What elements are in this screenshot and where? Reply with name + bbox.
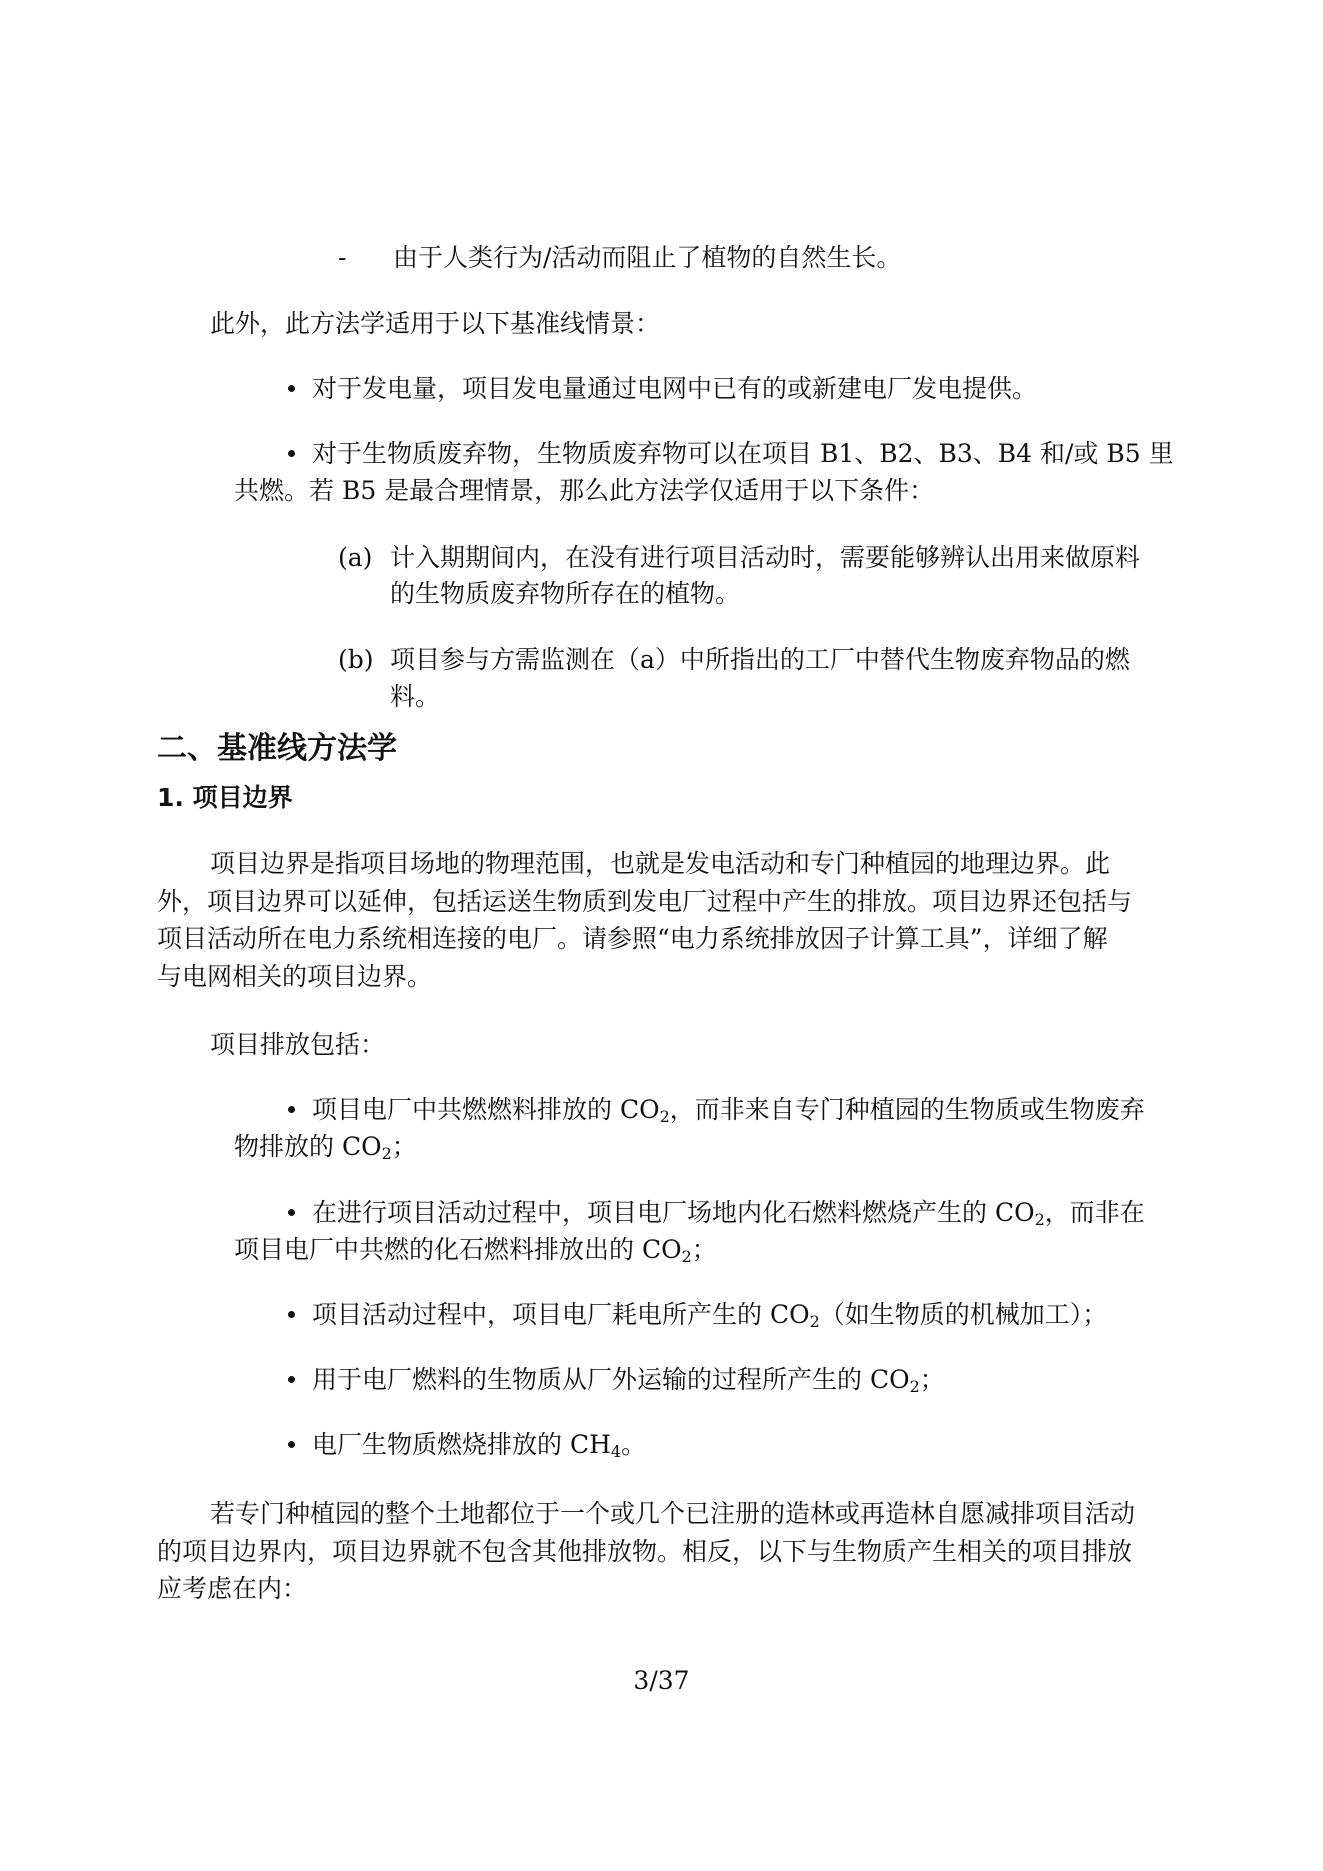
- condition-a-line2: 的生物质废弃物所存在的植物。: [390, 579, 741, 608]
- emission-item-2-line2: 项目电厂中共燃的化石燃料排放出的 $CO_2$；: [234, 1235, 717, 1266]
- bullet-marker: [288, 385, 295, 392]
- dash-item-text: 由于人类行为/活动而阻止了植物的自然生长。: [393, 243, 902, 272]
- subsection-heading: 1. 项目边界: [157, 783, 293, 812]
- emission-item-1-line2: 物排放的 $CO_2$；: [234, 1132, 417, 1163]
- bullet-marker: [288, 1209, 295, 1216]
- condition-b-line1: 项目参与方需监测在（a）中所指出的工厂中替代生物废弃物品的燃: [390, 645, 1130, 674]
- emission-item-2-line1: 在进行项目活动过程中，项目电厂场地内化石燃料燃烧产生的 $CO_2$，而非在: [312, 1198, 1145, 1229]
- emission-item-1-line1: 项目电厂中共燃燃料排放的 $CO_2$，而非来自专门种植园的生物质或生物废弃: [312, 1095, 1145, 1126]
- boundary-paragraph-line: 项目活动所在电力系统相连接的电厂。请参照“电力系统排放因子计算工具”，详细了解: [157, 924, 1108, 953]
- section-heading: 二、基准线方法学: [157, 731, 397, 766]
- emission-item-3: 项目活动过程中，项目电厂耗电所产生的 $CO_2$（如生物质的机械加工）；: [312, 1300, 1108, 1331]
- bullet-power-text: 对于发电量，项目发电量通过电网中已有的或新建电厂发电提供。: [312, 374, 1038, 403]
- boundary-paragraph-line: 外，项目边界可以延伸，包括运送生物质到发电厂过程中产生的排放。项目边界还包括与: [157, 887, 1133, 916]
- boundary-paragraph-line: 项目边界是指项目场地的物理范围，也就是发电活动和专门种植园的地理边界。此: [210, 849, 1111, 878]
- bullet-marker: [288, 1106, 295, 1113]
- dash-marker: -: [338, 243, 347, 272]
- condition-b-line2: 料。: [390, 682, 441, 711]
- bullet-marker: [288, 1376, 295, 1383]
- boundary-paragraph-line: 与电网相关的项目边界。: [157, 962, 433, 991]
- bullet-biomass-line2: 共燃。若 B5 是最合理情景，那么此方法学仅适用于以下条件：: [234, 476, 935, 505]
- emission-item-4: 用于电厂燃料的生物质从厂外运输的过程所产生的 $CO_2$；: [312, 1365, 945, 1396]
- bullet-biomass-line1: 对于生物质废弃物，生物质废弃物可以在项目 B1、B2、B3、B4 和/或 B5 里: [312, 439, 1174, 468]
- page-number: 3/37: [633, 1666, 690, 1695]
- condition-a-label: (a): [338, 543, 373, 572]
- plantation-paragraph-line: 若专门种植园的整个土地都位于一个或几个已注册的造林或再造林自愿减排项目活动: [210, 1499, 1136, 1528]
- plantation-paragraph-line: 应考虑在内：: [157, 1574, 308, 1603]
- bullet-marker: [288, 1311, 295, 1318]
- plantation-paragraph-line: 的项目边界内，项目边界就不包含其他排放物。相反，以下与生物质产生相关的项目排放: [157, 1537, 1133, 1566]
- condition-a-line1: 计入期期间内，在没有进行项目活动时，需要能够辨认出用来做原料: [390, 543, 1141, 572]
- emissions-intro-paragraph: 项目排放包括：: [210, 1030, 386, 1059]
- baseline-intro-paragraph: 此外，此方法学适用于以下基准线情景：: [210, 309, 661, 338]
- bullet-marker: [288, 1441, 295, 1448]
- emission-item-5: 电厂生物质燃烧排放的 $CH_4$。: [312, 1430, 647, 1461]
- condition-b-label: (b): [338, 645, 374, 674]
- bullet-marker: [288, 450, 295, 457]
